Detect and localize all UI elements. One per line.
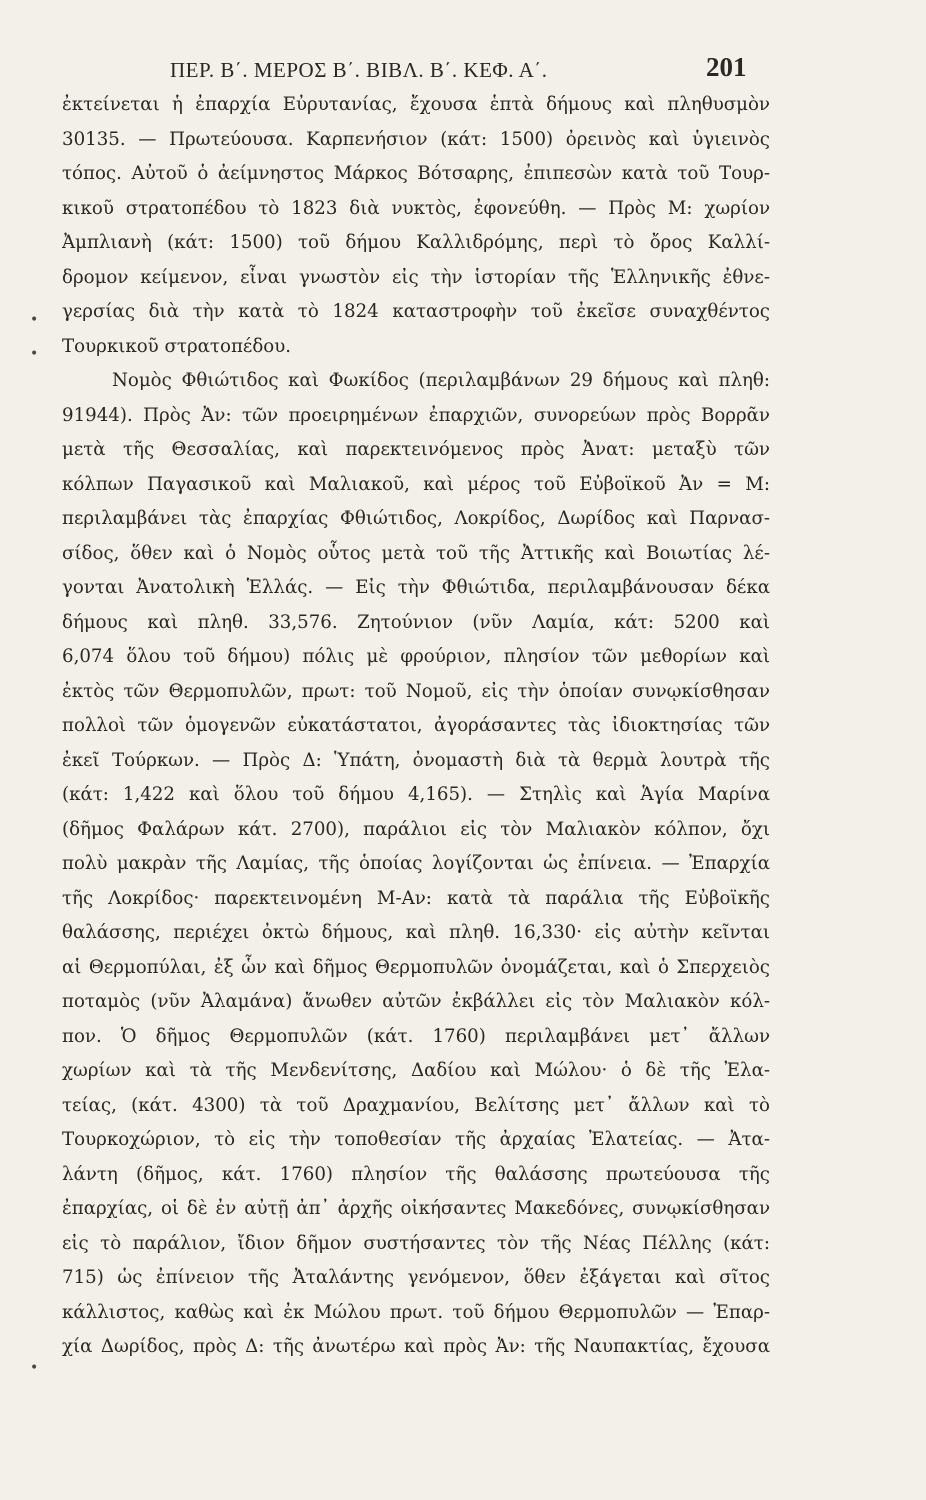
text-line: κικοῦ στρατοπέδου τὸ 1823 διὰ νυκτὸς, ἐφονεύθη. — Πρὸς Μ: χωρίον [62,197,770,219]
text-line: αἱ Θερμοπύλαι, ἐξ ὧν καὶ δῆμος Θερμοπυλῶν ὀνομάζεται, καὶ ὁ Σπερχειὸς [62,956,770,978]
text-line: εἰς τὸ παράλιον, ἴδιον δῆμον συστήσαντες τὸν τῆς Νέας Πέλλης (κάτ: [62,1232,770,1254]
text-line: Νομὸς Φθιώτιδος καὶ Φωκίδος (περιλαμβάνων 29 δήμους καὶ πληθ: [112,370,770,391]
text-line: δρομον κείμενον, εἶναι γνωστὸν εἰς τὴν ἱστορίαν τῆς Ἑλληνικῆς ἐθνε- [62,266,770,288]
margin-dot-mark: • [30,312,39,328]
text-line: 715) ὡς ἐπίνειον τῆς Ἀταλάντης γενόμενον, ὅθεν ἐξάγεται καὶ σῖτος [62,1267,770,1288]
text-line: περιλαμβάνει τὰς ἐπαρχίας Φθιώτιδος, Λοκρίδος, Δωρίδος καὶ Παρνασ- [62,508,770,529]
text-line: (κάτ: 1,422 καὶ ὅλου τοῦ δήμου 4,165). — Στηλὶς καὶ Ἁγία Μαρίνα [62,784,770,805]
text-line: λάντη (δῆμος, κάτ. 1760) πλησίον τῆς θαλάσσης πρωτεύουσα τῆς [62,1163,770,1185]
text-line: κάλλιστος, καθὼς καὶ ἐκ Μώλου πρωτ. τοῦ δήμου Θερμοπυλῶν — Ἐπαρ- [62,1301,770,1323]
text-line: ἐκτὸς τῶν Θερμοπυλῶν, πρωτ: τοῦ Νομοῦ, εἰς τὴν ὁποίαν συνῳκίσθησαν [62,680,770,702]
text-line: 6,074 ὅλου τοῦ δήμου) πόλις μὲ φρούριον, πλησίον τῶν μεθορίων καὶ [62,646,770,667]
margin-dot-mark: • [30,1360,39,1376]
text-line: ἐκτείνεται ἡ ἐπαρχία Εὐρυτανίας, ἔχουσα ἑπτὰ δήμους καὶ πληθυσμὸν [62,94,770,115]
text-line: Ἀμπλιανὴ (κάτ: 1500) τοῦ δήμου Καλλιδρόμης, περὶ τὸ ὄρος Καλλί- [62,232,770,253]
margin-dot-mark: • [30,346,39,362]
text-line: μετὰ τῆς Θεσσαλίας, καὶ παρεκτεινόμενος πρὸς Ἀνατ: μεταξὺ τῶν [62,439,770,460]
text-line: χία Δωρίδος, πρὸς Δ: τῆς ἀνωτέρω καὶ πρὸς Ἀν: τῆς Ναυπακτίας, ἔχουσα [62,1336,770,1357]
text-line: κόλπων Παγασικοῦ καὶ Μαλιακοῦ, καὶ μέρος τοῦ Εὐβοϊκοῦ Ἀν = Μ: [62,473,770,495]
text-line: πον. Ὁ δῆμος Θερμοπυλῶν (κάτ. 1760) περιλαμβάνει μετ᾽ ἄλλων [62,1025,770,1047]
text-line: σίδος, ὅθεν καὶ ὁ Νομὸς οὗτος μετὰ τοῦ τῆς Ἀττικῆς καὶ Βοιωτίας λέ- [62,542,770,564]
text-line: γερσίας διὰ τὴν κατὰ τὸ 1824 καταστροφὴν τοῦ ἐκεῖσε συναχθέντος [62,301,770,322]
text-line: 91944). Πρὸς Ἀν: τῶν προειρημένων ἐπαρχιῶν, συνορεύων πρὸς Βορρᾶν [62,404,770,426]
text-line: τείας, (κάτ. 4300) τὰ τοῦ Δραχμανίου, Βελίτσης μετ᾽ ἄλλων καὶ τὸ [62,1094,770,1116]
text-line: χωρίων καὶ τὰ τῆς Μενδενίτσης, Δαδίου καὶ Μώλου· ὁ δὲ τῆς Ἐλα- [62,1060,770,1081]
text-line: τῆς Λοκρίδος· παρεκτεινομένη Μ-Αν: κατὰ τὰ παράλια τῆς Εὐβοϊκῆς [62,887,770,909]
text-line: ποταμὸς (νῦν Ἀλαμάνα) ἄνωθεν αὐτῶν ἐκβάλλει εἰς τὸν Μαλιακὸν κόλ- [62,991,770,1012]
running-head: ΠΕΡ. Β΄. ΜΕΡΟΣ Β΄. ΒΙΒΛ. Β΄. ΚΕΦ. Α΄. [170,58,548,82]
page-number: 201 [706,52,747,82]
text-line: θαλάσσης, περιέχει ὀκτὼ δήμους, καὶ πληθ. 16,330· εἰς αὐτὴν κεῖνται [62,922,770,943]
text-line: πολὺ μακρὰν τῆς Λαμίας, τῆς ὁποίας λογίζονται ὡς ἐπίνεια. — Ἐπαρχία [62,853,770,874]
text-line: γονται Ἀνατολικὴ Ἑλλάς. — Εἰς τὴν Φθιώτιδα, περιλαμβάνουσαν δέκα [62,577,770,598]
body-text [62,88,770,1365]
text-line: ἐκεῖ Τούρκων. — Πρὸς Δ: Ὑπάτη, ὀνομαστὴ διὰ τὰ θερμὰ λουτρὰ τῆς [62,749,770,771]
text-line: Τουρκοχώριον, τὸ εἰς τὴν τοποθεσίαν τῆς ἀρχαίας Ἐλατείας. — Ἀτα- [62,1129,770,1150]
text-line: τόπος. Αὐτοῦ ὁ ἀείμνηστος Μάρκος Βότσαρης, ἐπιπεσὼν κατὰ τοῦ Τουρ- [62,163,770,184]
text-line: Τουρκικοῦ στρατοπέδου. [62,335,292,357]
text-line: (δῆμος Φαλάρων κάτ. 2700), παράλιοι εἰς τὸν Μαλιακὸν κόλπον, ὄχι [62,818,770,840]
text-line: 30135. — Πρωτεύουσα. Καρπενήσιον (κάτ: 1500) ὀρεινὸς καὶ ὑγιεινὸς [62,128,770,150]
text-line: δήμους καὶ πληθ. 33,576. Ζητούνιον (νῦν Λαμία, κάτ: 5200 καὶ [62,611,770,633]
text-line: πολλοὶ τῶν ὁμογενῶν εὐκατάστατοι, ἀγοράσαντες τὰς ἰδιοκτησίας τῶν [62,715,770,736]
text-line: ἐπαρχίας, οἱ δὲ ἐν αὐτῇ ἀπ᾽ ἀρχῆς οἰκήσαντες Μακεδόνες, συνῳκίσθησαν [62,1198,770,1219]
